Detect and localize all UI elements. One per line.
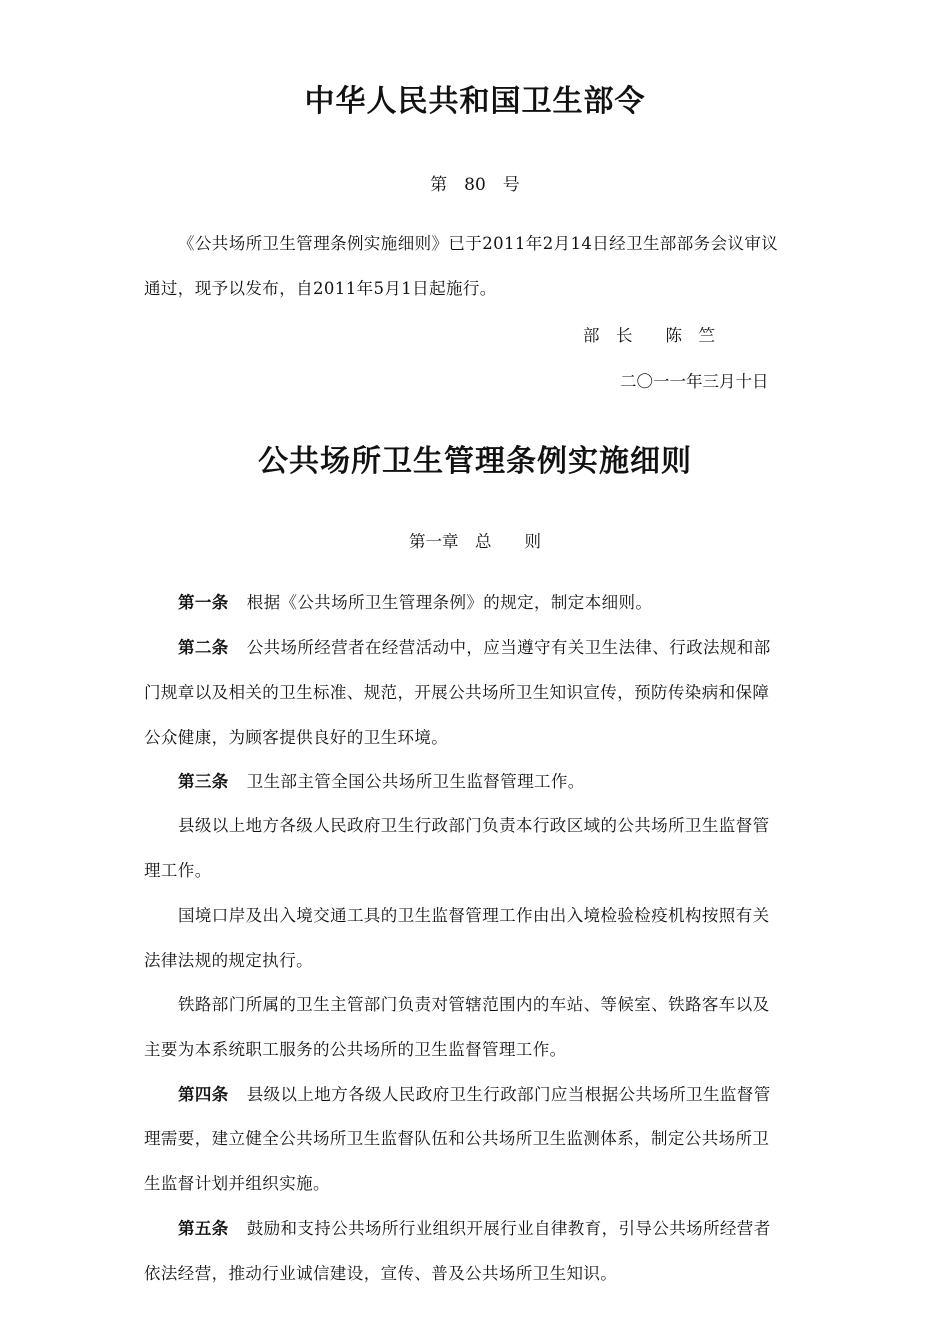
article-text: 县级以上地方各级人民政府卫生行政部门应当根据公共场所卫生监督管 [246, 1085, 771, 1104]
order-title: 中华人民共和国卫生部令 [304, 84, 646, 119]
article-3-para-3-line-2: 法律法规的规定执行。 [144, 951, 313, 970]
article-3-para-2-line-2: 理工作。 [144, 861, 212, 880]
article-4-line-2: 理需要，建立健全公共场所卫生监督队伍和公共场所卫生监测体系，制定公共场所卫 [144, 1129, 770, 1148]
article-2-line-2: 门规章以及相关的卫生标准、规范，开展公共场所卫生知识宣传，预防传染病和保障 [144, 683, 770, 702]
rules-title: 公共场所卫生管理条例实施细则 [258, 444, 692, 479]
order-paragraph-line-1: 《公共场所卫生管理条例实施细则》已于2011年2月14日经卫生部部务会议审议 [178, 234, 779, 253]
signer: 部 长 陈 竺 [583, 326, 715, 345]
order-number: 第 80 号 [430, 175, 520, 195]
article-3 [178, 771, 796, 793]
article-label: 第二条 [178, 638, 229, 657]
article-3-para-4-line-1: 铁路部门所属的卫生主管部门负责对管辖范围内的车站、等候室、铁路客车以及 [178, 995, 770, 1014]
article-5-line-2: 依法经营，推动行业诚信建设，宣传、普及公共场所卫生知识。 [144, 1264, 618, 1283]
article-3-para-2-line-1: 县级以上地方各级人民政府卫生行政部门负责本行政区域的公共场所卫生监督管 [178, 816, 770, 835]
article-4 [178, 1084, 796, 1106]
chapter-heading: 第一章 总 则 [409, 532, 541, 551]
article-text: 卫生部主管全国公共场所卫生监督管理工作。 [246, 772, 585, 791]
article-5 [178, 1218, 796, 1240]
article-3-para-3-line-1: 国境口岸及出入境交通工具的卫生监督管理工作由出入境检验检疫机构按照有关 [178, 906, 770, 925]
order-date: 二〇一一年三月十日 [620, 372, 769, 391]
article-1 [178, 592, 796, 614]
article-4-line-3: 生监督计划并组织实施。 [144, 1174, 330, 1193]
article-text: 根据《公共场所卫生管理条例》的规定，制定本细则。 [246, 593, 653, 612]
article-label: 第三条 [178, 772, 229, 791]
article-2 [178, 637, 796, 659]
article-3-para-4-line-2: 主要为本系统职工服务的公共场所的卫生监督管理工作。 [144, 1040, 567, 1059]
article-text: 公共场所经营者在经营活动中，应当遵守有关卫生法律、行政法规和部 [246, 638, 771, 657]
article-2-line-3: 公众健康，为顾客提供良好的卫生环境。 [144, 728, 449, 747]
article-label: 第一条 [178, 593, 229, 612]
article-label: 第四条 [178, 1085, 229, 1104]
article-text: 鼓励和支持公共场所行业组织开展行业自律教育，引导公共场所经营者 [246, 1219, 771, 1238]
article-label: 第五条 [178, 1219, 229, 1238]
order-paragraph-line-2: 通过，现予以发布，自2011年5月1日起施行。 [144, 279, 497, 298]
